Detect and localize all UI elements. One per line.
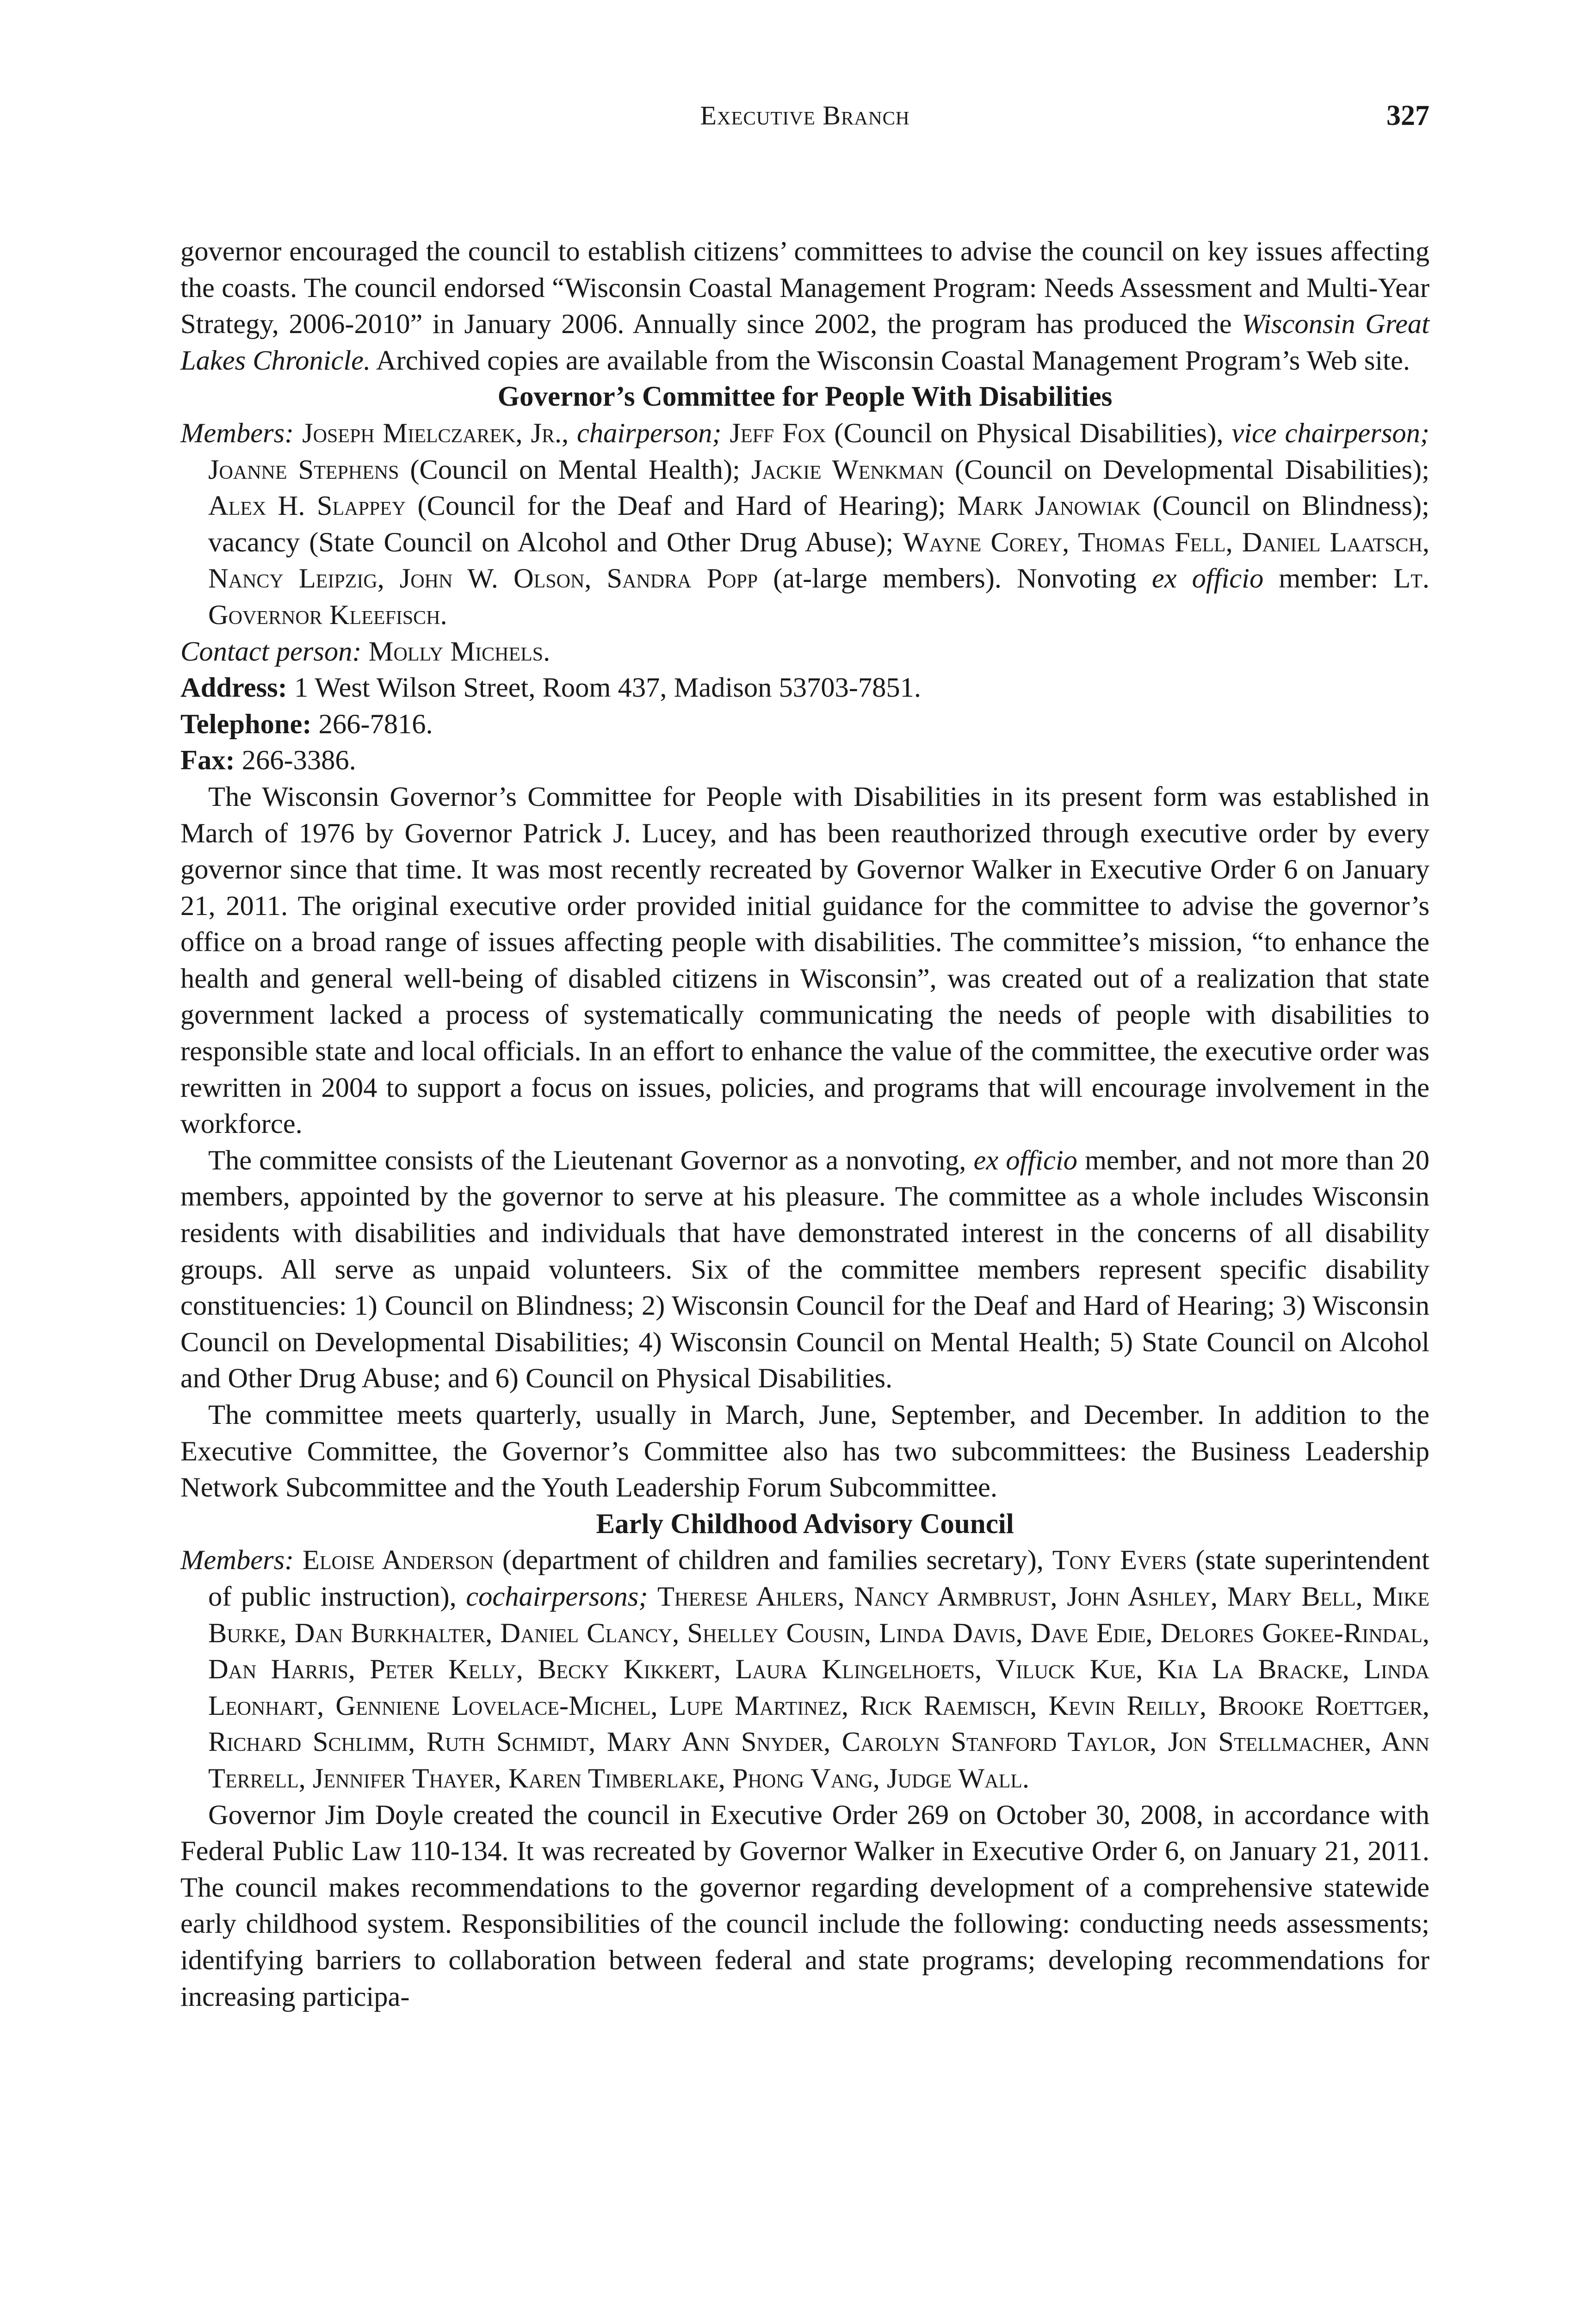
address-line: Address: 1 West Wilson Street, Room 437, Madison 53703-7851. [180,672,922,704]
contact-person: Contact person: Molly Michels. [180,636,551,667]
section-title-early-childhood: Early Childhood Advisory Council [596,1508,1014,1540]
body-paragraph: The committee consists of the Lieutenant Governor as a nonvoting, ex officio member, and not more than 20 members, appointed by the governor to serve at his pleasure. The committee as a whole includes Wisconsin residents with disabilities and individuals that have demonstrated interest in the concerns of all disability groups. All serve as unpaid volunteers. Six of the committee members represent specific disability constituencies: 1) Council on Blindness; 2) Wisconsin Council for the Deaf and Hard of Hearing; 3) Wisconsin Council on Developmental Disabilities; 4) Wisconsin Council on Mental Health; 5) State Council on Alcohol and Other Drug Abuse; and 6) Council on Physical Disabilities. [180,1144,1430,1394]
intro-paragraph: governor encouraged the council to establish citizens’ committees to advise the council on key issues affecting the coasts. The council endorsed “Wisconsin Coastal Management Program: Needs Assessment and Multi-Year Strategy, 2006-2010” in January 2006. Annually since 2002, the program has produced the Wisconsin Great Lakes Chronicle. Archived copies are available from the Wisconsin Coastal Management Program’s Web site. [180,236,1429,376]
page-number: 327 [1386,100,1429,131]
members-list: Members: Eloise Anderson (department of children and families secretary), Tony Evers (state superintendent of public instruction), cochairpersons; Therese Ahlers, Nancy Armbrust, John Ashley, Mary Bell, Mike Burke, Dan Burkhalter, Daniel Clancy, Shelley Cousin, Linda Davis, Dave Edie, Delores Gokee-Rindal, Dan Harris, Peter Kelly, Becky Kikkert, Laura Klingelhoets, Viluck Kue, Kia La Bracke, Linda Leonhart, Genniene Lovelace-Michel, Lupe Martinez, Rick Raemisch, Kevin Reilly, Brooke Roettger, Richard Schlimm, Ruth Schmidt, Mary Ann Snyder, Carolyn Stanford Taylor, Jon Stellmacher, Ann Terrell, Jennifer Thayer, Karen Timberlake, Phong Vang, Judge Wall. [180,1545,1430,1794]
body-paragraph: The committee meets quarterly, usually in March, June, September, and December. In addition to the Executive Committee, the Governor’s Committee also has two subcommittees: the Business Leadership Network Subcommittee and the Youth Leadership Forum Subcommittee. [180,1399,1429,1503]
fax-line: Fax: 266-3386. [180,745,356,776]
page-header [180,95,1429,136]
members-list: Members: Joseph Mielczarek, Jr., chairperson; Jeff Fox (Council on Physical Disabilities), vice chairperson; Joanne Stephens (Council on Mental Health); Jackie Wenkman (Council on Developmental Disabilities); Alex H. Slappey (Council for the Deaf and Hard of Hearing); Mark Janowiak (Council on Blindness); vacancy (State Council on Alcohol and Other Drug Abuse); Wayne Corey, Thomas Fell, Daniel Laatsch, Nancy Leipzig, John W. Olson, Sandra Popp (at-large members). Nonvoting ex officio member: Lt. Governor Kleefisch. [180,417,1430,631]
section-title-disabilities: Governor’s Committee for People With Disabilities [497,381,1113,413]
page-body [180,234,1429,2015]
body-paragraph: Governor Jim Doyle created the council in Executive Order 269 on October 30, 2008, in accordance with Federal Public Law 110-134. It was recreated by Governor Walker in Executive Order 6, on January 21, 2011. The council makes recommendations to the governor regarding development of a comprehensive statewide early childhood system. Responsibilities of the council include the following: conducting needs assessments; identifying barriers to collaboration between federal and state programs; developing recommendations for increasing participa- [180,1799,1429,2012]
body-paragraph: The Wisconsin Governor’s Committee for People with Disabilities in its present form was established in March of 1976 by Governor Patrick J. Lucey, and has been reauthorized through executive order by every governor since that time. It was most recently recreated by Governor Walker in Executive Order 6 on January 21, 2011. The original executive order provided initial guidance for the committee to advise the governor’s office on a broad range of issues affecting people with disabilities. The committee’s mission, “to enhance the health and general well-being of disabled citizens in Wisconsin”, was created out of a realization that state government lacked a process of systematically communicating the needs of people with disabilities to responsible state and local officials. In an effort to enhance the value of the committee, the executive order was rewritten in 2004 to support a focus on issues, policies, and programs that will encourage involvement in the workforce. [180,781,1429,1140]
running-head: Executive Branch [700,100,910,130]
telephone-line: Telephone: 266-7816. [180,708,433,740]
